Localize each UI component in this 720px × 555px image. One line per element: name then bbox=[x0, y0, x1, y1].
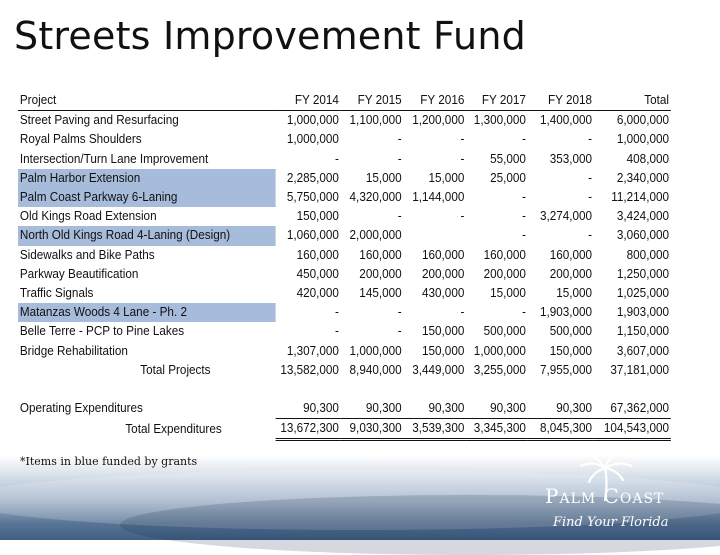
cell: 13,582,000 bbox=[280, 362, 339, 377]
project-name: Intersection/Turn Lane Improvement bbox=[19, 151, 209, 166]
cell: 5,750,000 bbox=[286, 190, 339, 205]
total-projects-row bbox=[18, 361, 671, 380]
table-row bbox=[18, 246, 671, 265]
cell: 3,255,000 bbox=[473, 362, 526, 377]
cell: 1,903,000 bbox=[616, 305, 669, 320]
cell: 160,000 bbox=[422, 247, 465, 262]
cell: 1,100,000 bbox=[349, 113, 402, 128]
cell: - bbox=[588, 190, 593, 205]
cell: 150,000 bbox=[296, 209, 339, 224]
cell: 200,000 bbox=[549, 266, 593, 281]
cell: 200,000 bbox=[422, 266, 465, 281]
logo-name: Palm Coast bbox=[545, 484, 665, 508]
cell: 15,000 bbox=[490, 285, 526, 300]
cell: 430,000 bbox=[422, 285, 465, 300]
cell: 3,449,000 bbox=[412, 362, 465, 377]
cell: - bbox=[397, 305, 402, 320]
cell: 2,340,000 bbox=[616, 170, 669, 185]
cell: 160,000 bbox=[483, 247, 526, 262]
cell: - bbox=[397, 132, 402, 147]
table-row bbox=[18, 341, 671, 360]
cell: 1,000,000 bbox=[286, 113, 339, 128]
cell: 55,000 bbox=[490, 151, 526, 166]
cell: 800,000 bbox=[626, 247, 669, 262]
row-label: Operating Expenditures bbox=[19, 401, 143, 416]
operating-row bbox=[18, 399, 671, 419]
cell: 1,000,000 bbox=[286, 132, 339, 147]
cell: - bbox=[588, 132, 593, 147]
project-name: Sidewalks and Bike Paths bbox=[19, 247, 155, 262]
cell: 1,200,000 bbox=[412, 113, 465, 128]
cell: - bbox=[588, 170, 593, 185]
cell: 90,300 bbox=[556, 401, 593, 416]
cell: 3,607,000 bbox=[616, 343, 669, 358]
cell: 67,362,000 bbox=[610, 401, 669, 416]
header-fy2018: FY 2018 bbox=[528, 91, 594, 111]
cell: - bbox=[522, 190, 526, 205]
cell: 500,000 bbox=[483, 324, 526, 339]
cell: 1,150,000 bbox=[616, 324, 669, 339]
cell: - bbox=[522, 209, 526, 224]
cell: 4,320,000 bbox=[349, 190, 402, 205]
cell: 1,250,000 bbox=[616, 266, 669, 281]
cell: 150,000 bbox=[549, 343, 593, 358]
cell: 408,000 bbox=[626, 151, 669, 166]
cell: 8,045,300 bbox=[528, 419, 594, 440]
table-row bbox=[18, 169, 671, 188]
cell: 3,274,000 bbox=[539, 209, 593, 224]
cell: 11,214,000 bbox=[611, 190, 669, 205]
cell: 37,181,000 bbox=[610, 362, 669, 377]
logo-tagline: Find Your Florida bbox=[553, 515, 669, 530]
project-name: Parkway Beautification bbox=[19, 266, 139, 281]
table-body bbox=[18, 111, 671, 361]
cell bbox=[404, 226, 467, 245]
table-row bbox=[18, 150, 671, 169]
cell: 1,144,000 bbox=[412, 190, 465, 205]
cell: - bbox=[460, 209, 465, 224]
cell: 15,000 bbox=[428, 170, 465, 185]
table-row bbox=[18, 265, 671, 284]
cell: - bbox=[335, 305, 339, 320]
cell: - bbox=[522, 132, 526, 147]
cell: 353,000 bbox=[549, 151, 593, 166]
cell: 1,400,000 bbox=[539, 113, 593, 128]
header-row bbox=[18, 91, 671, 111]
project-name: Palm Coast Parkway 6-Laning bbox=[18, 188, 276, 207]
cell: 6,000,000 bbox=[616, 113, 669, 128]
cell: - bbox=[397, 151, 402, 166]
cell: 1,060,000 bbox=[286, 228, 339, 243]
cell: - bbox=[522, 228, 526, 243]
slide-title: Streets Improvement Fund bbox=[14, 14, 526, 58]
cell: 1,307,000 bbox=[286, 343, 339, 358]
cell: - bbox=[460, 132, 465, 147]
cell: 2,285,000 bbox=[286, 170, 339, 185]
project-name: Royal Palms Shoulders bbox=[19, 132, 142, 147]
project-name: Old Kings Road Extension bbox=[19, 209, 157, 224]
cell: 1,000,000 bbox=[473, 343, 526, 358]
cell: - bbox=[397, 209, 402, 224]
footnote: *Items in blue funded by grants bbox=[20, 455, 198, 468]
cell: 8,940,000 bbox=[349, 362, 402, 377]
cell: 420,000 bbox=[296, 285, 339, 300]
cell: - bbox=[335, 151, 339, 166]
project-name: Palm Harbor Extension bbox=[18, 169, 276, 188]
cell: 160,000 bbox=[359, 247, 402, 262]
cell: 160,000 bbox=[296, 247, 339, 262]
header-fy2017: FY 2017 bbox=[466, 91, 528, 111]
cell: 90,300 bbox=[303, 401, 339, 416]
cell: 1,000,000 bbox=[616, 132, 669, 147]
cell: 15,000 bbox=[556, 285, 593, 300]
project-name: Traffic Signals bbox=[19, 285, 94, 300]
cell: 15,000 bbox=[365, 170, 402, 185]
cell: 2,000,000 bbox=[349, 228, 402, 243]
cell: - bbox=[588, 228, 593, 243]
cell: 1,903,000 bbox=[539, 305, 593, 320]
project-name: Belle Terre - PCP to Pine Lakes bbox=[19, 324, 185, 339]
header-project: Project bbox=[18, 91, 276, 111]
cell: 3,345,300 bbox=[466, 419, 528, 440]
total-expenditures-row bbox=[18, 419, 671, 440]
cell: 3,424,000 bbox=[616, 209, 669, 224]
cell: - bbox=[522, 305, 526, 320]
table-row bbox=[18, 188, 671, 207]
spacer-row bbox=[18, 380, 671, 399]
fund-table bbox=[18, 91, 671, 441]
cell: 104,543,000 bbox=[594, 419, 671, 440]
project-name: Bridge Rehabilitation bbox=[19, 343, 128, 358]
cell: 3,060,000 bbox=[616, 228, 669, 243]
cell: - bbox=[460, 151, 465, 166]
cell: 150,000 bbox=[422, 343, 465, 358]
cell: 160,000 bbox=[549, 247, 593, 262]
row-label: Total Expenditures bbox=[125, 421, 222, 436]
cell: 3,539,300 bbox=[404, 419, 467, 440]
cell: 450,000 bbox=[296, 266, 339, 281]
table-row bbox=[18, 226, 671, 245]
cell: 90,300 bbox=[428, 401, 465, 416]
cell: 90,300 bbox=[365, 401, 402, 416]
cell: 200,000 bbox=[483, 266, 526, 281]
cell: - bbox=[397, 324, 402, 339]
cell: 1,300,000 bbox=[473, 113, 526, 128]
table-row bbox=[18, 303, 671, 322]
table-row bbox=[18, 207, 671, 226]
header-total: Total bbox=[594, 91, 671, 111]
table-row bbox=[18, 284, 671, 303]
row-label: Total Projects bbox=[140, 362, 211, 377]
cell: 13,672,300 bbox=[276, 419, 341, 440]
table-row bbox=[18, 322, 671, 341]
cell: - bbox=[460, 305, 465, 320]
project-name: North Old Kings Road 4-Laning (Design) bbox=[18, 226, 276, 245]
cell: 500,000 bbox=[549, 324, 593, 339]
cell: 200,000 bbox=[359, 266, 402, 281]
cell: 7,955,000 bbox=[539, 362, 593, 377]
cell: 145,000 bbox=[359, 285, 402, 300]
table-row bbox=[18, 111, 671, 131]
project-name: Matanzas Woods 4 Lane - Ph. 2 bbox=[18, 303, 276, 322]
cell: 25,000 bbox=[490, 170, 526, 185]
header-fy2015: FY 2015 bbox=[341, 91, 404, 111]
cell: 1,025,000 bbox=[616, 285, 669, 300]
cell: 90,300 bbox=[490, 401, 526, 416]
header-fy2016: FY 2016 bbox=[404, 91, 467, 111]
cell: 150,000 bbox=[422, 324, 465, 339]
cell: - bbox=[335, 324, 339, 339]
cell: 1,000,000 bbox=[349, 343, 402, 358]
header-fy2014: FY 2014 bbox=[276, 91, 341, 111]
project-name: Street Paving and Resurfacing bbox=[19, 113, 179, 128]
table-row bbox=[18, 130, 671, 149]
cell: 9,030,300 bbox=[341, 419, 404, 440]
